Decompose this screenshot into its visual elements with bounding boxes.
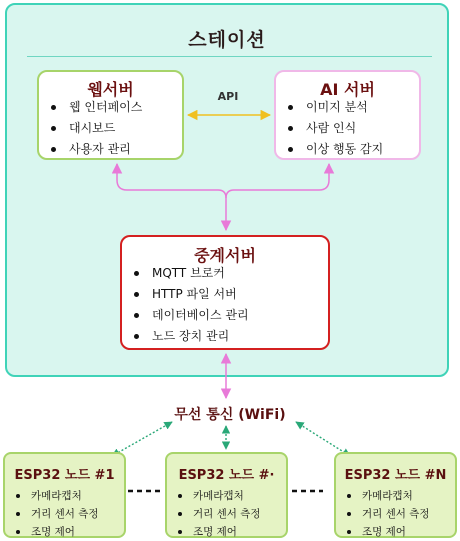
web-to-relay-link bbox=[117, 164, 226, 230]
node-title: ESP32 노드 #· bbox=[178, 468, 275, 483]
node-features bbox=[9, 487, 99, 541]
node-item: 거리 센서 측정 bbox=[9, 505, 99, 523]
node-title: ESP32 노드 #1 bbox=[14, 468, 115, 483]
web-server-item: 사용자 관리 bbox=[43, 139, 142, 160]
relay-server-title: 중계서버 bbox=[194, 246, 256, 265]
node-features bbox=[340, 487, 430, 541]
esp32-node-1 bbox=[3, 452, 126, 538]
ai-server-item: 사람 인식 bbox=[280, 118, 383, 139]
web-server-item: 대시보드 bbox=[43, 118, 142, 139]
node-item: 거리 센서 측정 bbox=[340, 505, 430, 523]
ai-server-item: 이상 행동 감지 bbox=[280, 139, 383, 160]
wireless-label: 무선 통신 (WiFi) bbox=[174, 407, 286, 423]
node-item: 카메라캡처 bbox=[340, 487, 430, 505]
wifi-link-node-n bbox=[296, 422, 350, 456]
api-label: API bbox=[217, 90, 239, 103]
web-server-features bbox=[43, 97, 142, 160]
relay-server-item: MQTT 브로커 bbox=[126, 263, 249, 284]
node-item: 거리 센서 측정 bbox=[171, 505, 261, 523]
ai-server-box bbox=[274, 70, 421, 160]
ai-server-title: AI 서버 bbox=[320, 80, 375, 99]
web-server-item: 웹 인터페이스 bbox=[43, 97, 142, 118]
ai-server-features bbox=[280, 97, 383, 160]
node-title: ESP32 노드 #N bbox=[344, 468, 447, 483]
node-item: 조명 제어 bbox=[171, 523, 261, 541]
node-item: 조명 제어 bbox=[340, 523, 430, 541]
node-item: 조명 제어 bbox=[9, 523, 99, 541]
relay-server-item: HTTP 파일 서버 bbox=[126, 284, 249, 305]
wifi-link-node-1 bbox=[112, 422, 172, 456]
esp32-node-n bbox=[334, 452, 457, 538]
web-server-box bbox=[37, 70, 184, 160]
node-item: 카메라캡처 bbox=[171, 487, 261, 505]
node-item: 카메라캡처 bbox=[9, 487, 99, 505]
relay-server-item: 노드 장치 관리 bbox=[126, 326, 249, 347]
relay-server-item: 데이터베이스 관리 bbox=[126, 305, 249, 326]
esp32-node-2 bbox=[165, 452, 288, 538]
relay-server-box bbox=[120, 235, 330, 350]
relay-server-features bbox=[126, 263, 249, 347]
ai-server-item: 이미지 분석 bbox=[280, 97, 383, 118]
web-server-title: 웹서버 bbox=[87, 80, 134, 99]
ai-to-relay-link bbox=[226, 164, 329, 198]
station-title: 스테이션 bbox=[188, 29, 266, 51]
node-features bbox=[171, 487, 261, 541]
